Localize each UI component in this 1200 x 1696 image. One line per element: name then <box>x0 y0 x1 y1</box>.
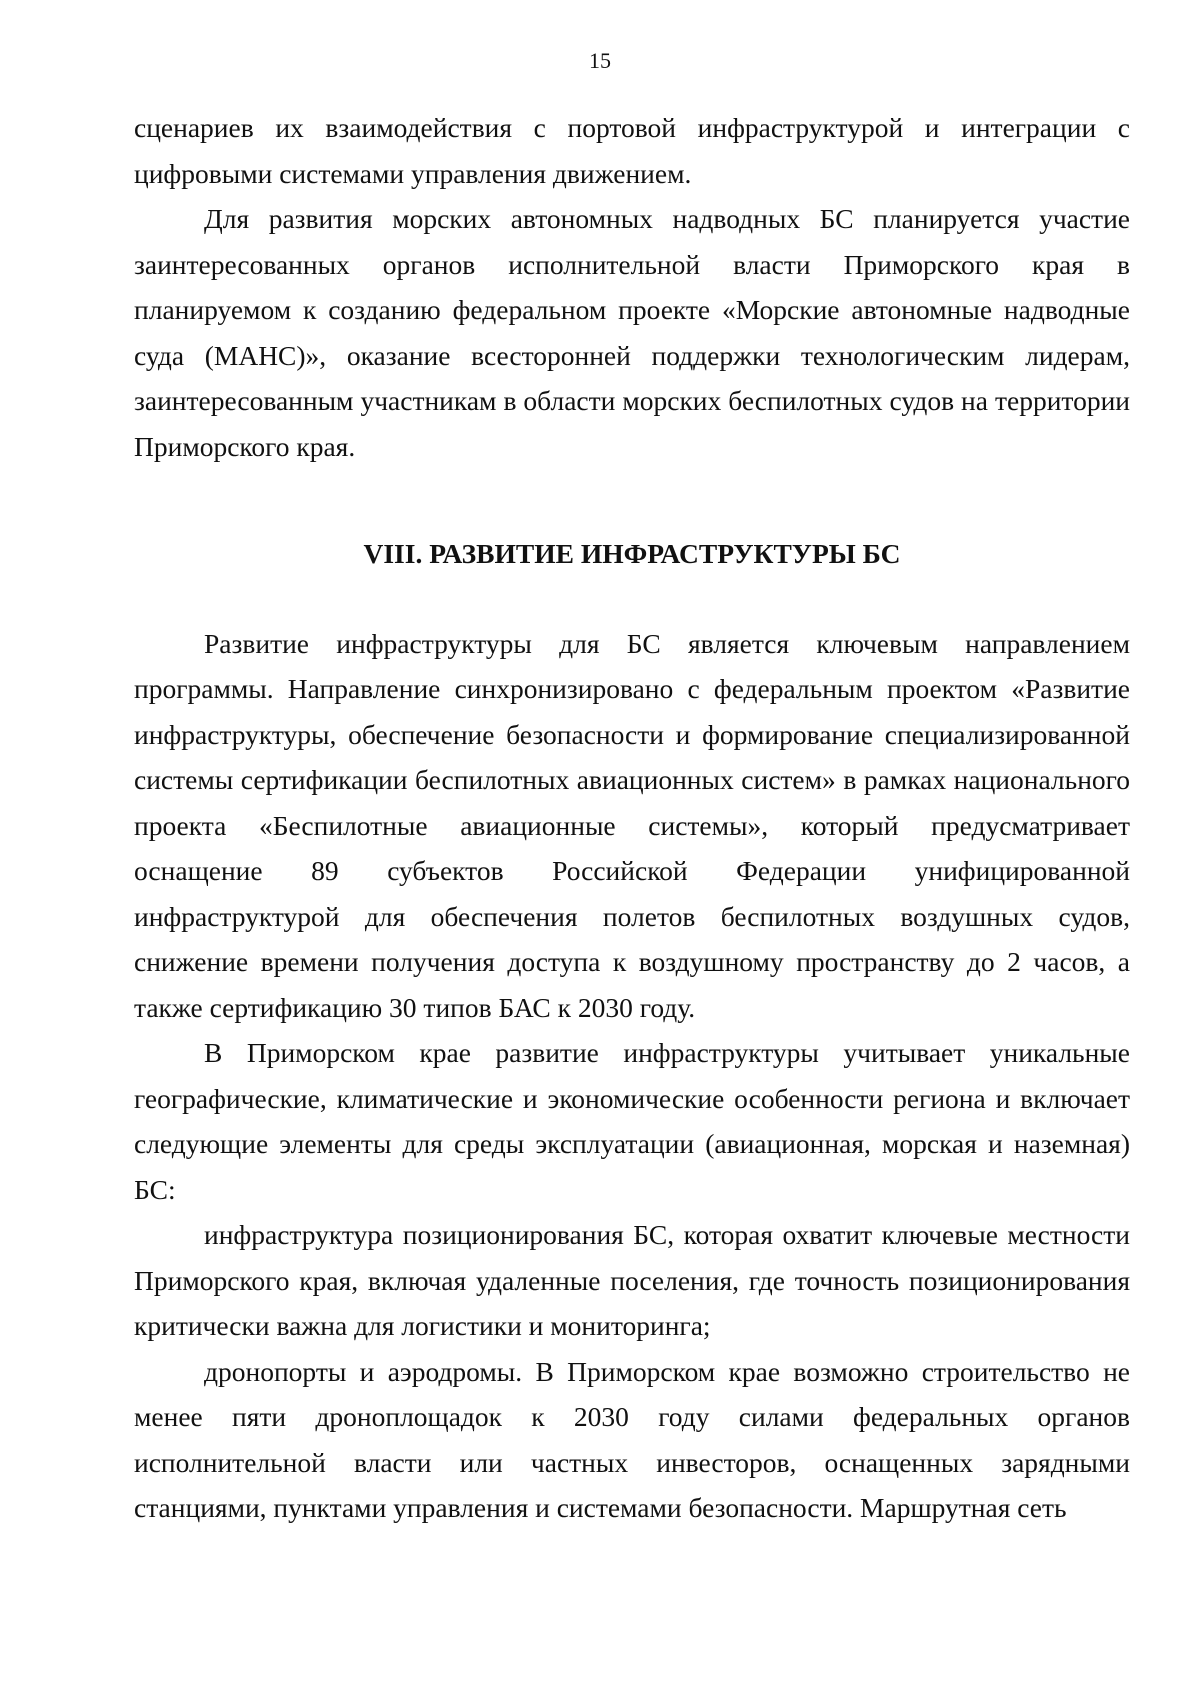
paragraph-mans-project: Для развития морских автономных надводных БС планируется участие заинтересованных органов исполнительной власти Приморского края в планируемом к созданию федеральном проекте «Морские автономные надводные суда (МАНС)», оказание всесторонней поддержки технологическим лидерам, заинтересованным участникам в области морских беспилотных судов на территории Приморского края. <box>134 203 1130 462</box>
paragraph-infrastructure-overview: Развитие инфраструктуры для БС является ключевым направлением программы. Направление синхронизировано с федеральным проектом «Развитие инфраструктуры, обеспечение безопасности и формирование специализированной системы сертификации беспилотных авиационных систем» в рамках национального проекта «Беспилотные авиационные системы», который предусматривает оснащение 89 субъектов Российской Федерации унифицированной инфраструктурой для обеспечения полетов беспилотных воздушных судов, снижение времени получения доступа к воздушному пространству до 2 часов, а также сертификацию 30 типов БАС к 2030 году. <box>134 627 1130 1023</box>
paragraph-primorsky-elements: В Приморском крае развитие инфраструктуры учитывает уникальные географические, климатические и экономические особенности региона и включает следующие элементы для среды эксплуатации (авиационная, морская и наземная) БС: <box>134 1037 1130 1205</box>
document-body <box>134 105 1130 1531</box>
section-heading: VIII. РАЗВИТИЕ ИНФРАСТРУКТУРЫ БС <box>363 538 901 569</box>
list-item-positioning-infrastructure: инфраструктура позиционирования БС, которая охватит ключевые местности Приморского края, включая удаленные поселения, где точность позиционирования критически важна для логистики и мониторинга; <box>134 1219 1130 1341</box>
paragraph-continuation: сценариев их взаимодействия с портовой инфраструктурой и интеграции с цифровыми системами управления движением. <box>134 112 1130 189</box>
list-item-droneports: дронопорты и аэродромы. В Приморском крае возможно строительство не менее пяти дроноплощадок к 2030 году силами федеральных органов исполнительной власти или частных инвесторов, оснащенных зарядными станциями, пунктами управления и системами безопасности. Маршрутная сеть <box>134 1355 1130 1523</box>
page-number: 15 <box>589 48 611 73</box>
